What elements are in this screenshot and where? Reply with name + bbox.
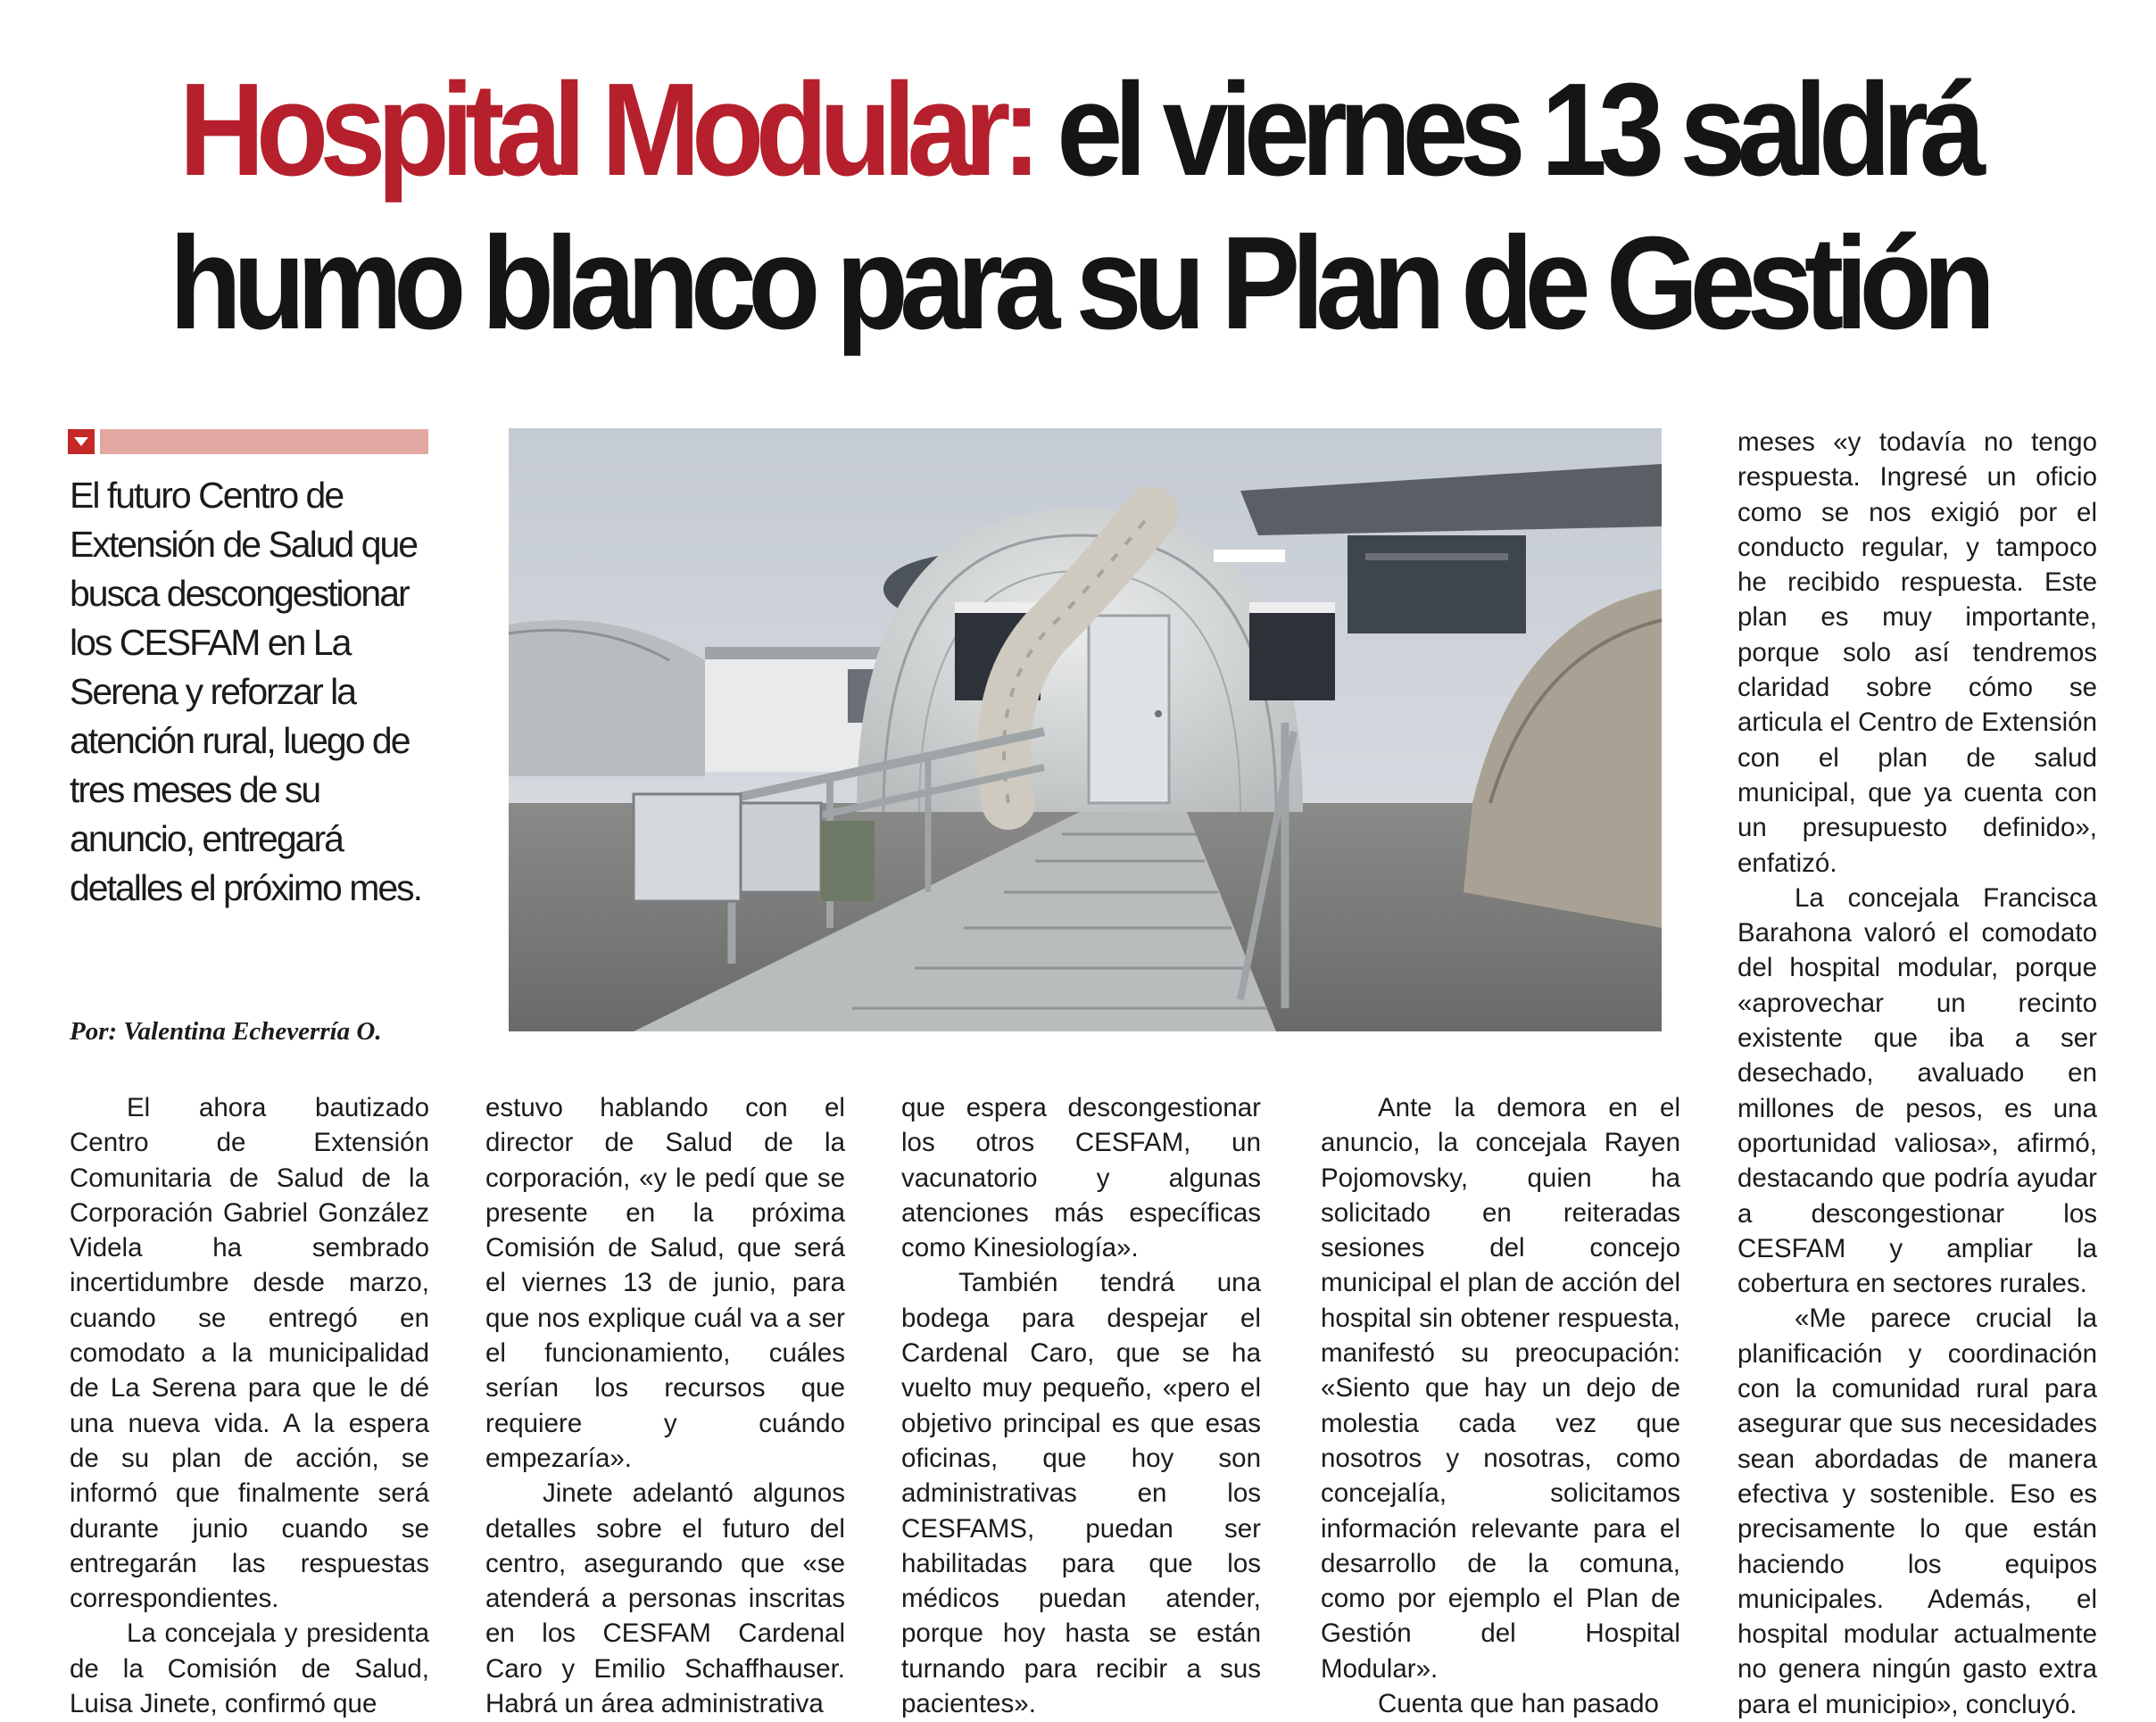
body-column-3 <box>901 1090 1261 1719</box>
body-column-1 <box>70 1090 429 1719</box>
paragraph: Jinete adelantó algunos detalles sobre el futuro del centro, asegurando que «se atenderá a personas inscritas en los CESFAM Cardenal Caro y Emilio Schaffhauser. Habrá un área administrativa <box>485 1478 845 1719</box>
headline-line1-rest: el viernes 13 saldrá <box>1057 56 1978 203</box>
body-column-5 <box>1737 425 2097 1719</box>
lead-paragraph: El futuro Centro de Extensión de Salud que busca descongestionar los CESFAM en La Serena y reforzar la atención rural, luego de tres meses de su anuncio, entregará detalles el próximo mes. <box>70 475 422 908</box>
lead-stripe <box>100 429 428 454</box>
paragraph: Ante la demora en el anuncio, la concejala Rayen Pojomovsky, quien ha solicitado en reiteradas sesiones del concejo municipal el plan de acción del hospital sin obtener respuesta, manifestó su preocupación: «Siento que hay un dejo de molestia cada vez que nosotros y nosotras, como concejalía, solicitamos información relevante para el desarrollo de la comuna, como por ejemplo el Plan de Gestión del Hospital Modular». <box>1321 1093 1680 1684</box>
headline-topic: Hospital Modular: <box>178 56 1033 203</box>
lead-marker <box>68 429 428 454</box>
paragraph: La concejala y presidenta de la Comisión de Salud, Luisa Jinete, confirmó que <box>70 1619 429 1719</box>
body-column-4 <box>1321 1090 1680 1719</box>
headline <box>156 54 2000 360</box>
paragraph: La concejala Francisca Barahona valoró el comodato del hospital modular, porque «aprovechar un recinto existente que iba a ser desechado, avaluado en millones de pesos, es una oportunidad valiosa», afirmó, destacando que podría ayudar a descongestionar los CESFAM y ampliar la cobertura en sectores rurales. <box>1737 882 2097 1299</box>
paragraph: Cuenta que han pasado <box>1378 1689 1659 1719</box>
paragraph: meses «y todavía no tengo respuesta. Ingresé un oficio como se nos exigió por el conducto regular, y tampoco he recibido respuesta. Este plan es muy importante, porque solo así tendremos claridad sobre cómo se articula el Centro de Extensión con el plan de salud municipal, que ya cuenta con un presupuesto definido», enfatizó. <box>1737 427 2097 878</box>
triangle-down-icon <box>68 429 95 454</box>
article-photo <box>509 428 1662 1031</box>
paragraph: estuvo hablando con el director de Salud de la corporación, «y le pedí que se presente en la próxima Comisión de Salud, que será el viernes 13 de junio, para que nos explique cuál va a ser el funcionamiento, cuáles serían los recursos que requiere y cuándo empezaría». <box>485 1093 845 1473</box>
paragraph: También tendrá una bodega para despejar el Cardenal Caro, que se ha vuelto muy pequeño, «pero el objetivo principal es que esas oficinas, que hoy son administrativas en los CESFAMS, puedan ser habilitadas para que los médicos puedan atender, porque hoy hasta se están turnando para recibir a sus pacientes». <box>901 1268 1261 1719</box>
paragraph: El ahora bautizado Centro de Extensión Comunitaria de Salud de la Corporación Gabriel González Videla ha sembrado incertidumbre desde marzo, cuando se entregó en comodato a la municipalidad de La Serena para que le dé una nueva vida. A la espera de su plan de acción, se informó que finalmente será durante junio cuando se entregarán las respuestas correspondientes. <box>70 1093 429 1614</box>
paragraph: que espera descongestionar los otros CESFAM, un vacunatorio y algunas atenciones más específicas como Kinesiología». <box>901 1093 1261 1263</box>
headline-line2: humo blanco para su Plan de Gestión <box>169 210 1987 357</box>
body-column-2 <box>485 1090 845 1719</box>
byline: Por: Valentina Echeverría O. <box>70 1017 382 1046</box>
photo-modular-hospital-icon <box>509 428 1662 1031</box>
paragraph: «Me parece crucial la planificación y coordinación con la comunidad rural para asegurar que sus necesidades sean abordadas de manera efectiva y sostenible. Eso es precisamente lo que están haciendo los equipos municipales. Además, el hospital modular actualmente no genera ningún gasto extra para el municipio», concluyó. <box>1737 1304 2097 1719</box>
